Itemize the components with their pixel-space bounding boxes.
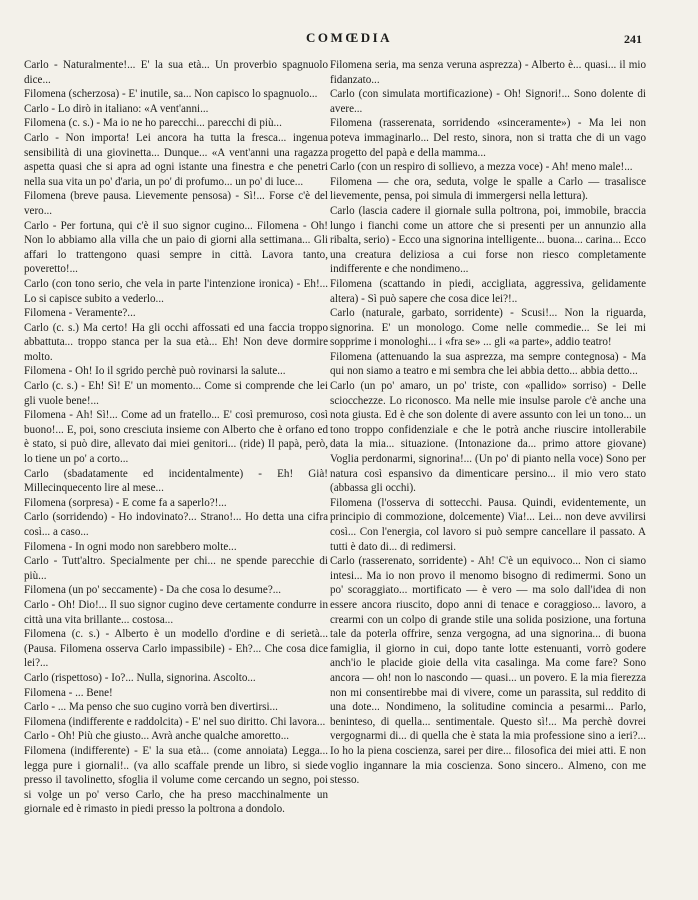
paragraph: Carlo (rispettoso) - Io?... Nulla, signorina. Ascolto... xyxy=(24,671,256,684)
journal-title: COMŒDIA xyxy=(305,30,393,45)
page-header xyxy=(0,30,698,50)
paragraph: Carlo (con tono serio, che vela in parte l'intenzione ironica) - Eh!... Lo si capisce subito a vederlo... xyxy=(24,277,328,305)
paragraph: Carlo - Per fortuna, qui c'è il suo signor cugino... Filomena - Oh! Non lo abbiamo alla villa che un paio di giorni alla settimana... Gli affari lo trattengono quasi sempre in città. Lavora tanto, poveretto!... xyxy=(24,219,328,276)
paragraph: Filomena (sorpresa) - E come fa a saperlo?!... xyxy=(24,496,227,509)
paragraph: Filomena (scattando in piedi, accigliata, aggressiva, gelidamente altera) - Sì può sapere che cosa dice lei?!.. xyxy=(330,277,646,305)
paragraph: Carlo (c. s.) Ma certo! Ha gli occhi affossati ed una faccia troppo abbattuta... troppo stanca per la sua età... Eh! Non deve dormire molto. xyxy=(24,321,328,363)
paragraph: Filomena - Ah! Sì!... Come ad un fratello... E' così premuroso, così buono!... E, poi, sono cresciuta insieme con Alberto che è orfano ed è stato, si può dire, allevato dai miei genitori... (ride) Il papà, però, lo tiene un po' a corto... xyxy=(24,409,328,466)
paragraph: Filomena (breve pausa. Lievemente pensosa) - Sì!... Forse c'è del vero... xyxy=(24,190,328,217)
paragraph: Filomena (un po' seccamente) - Da che cosa lo desume?... xyxy=(24,584,282,597)
paragraph: Carlo (naturale, garbato, sorridente) - Scusi!... Non la riguarda, signorina. E' un monologo. Come nelle commedie... Se lei mi sopprime i monologhi... i «fra se» ... gli «a parte», addio teatro! xyxy=(330,307,646,349)
left-column xyxy=(24,58,328,817)
paragraph: Filomena seria, ma senza veruna asprezza) - Alberto è... quasi... il mio fidanzato... xyxy=(330,59,646,86)
paragraph: Carlo (c. s.) - Eh! Sì! E' un momento... Come si comprende che lei gli vuole bene!... xyxy=(24,380,328,407)
paragraph: Filomena (rasserenata, sorridendo «sinceramente») - Ma lei non poteva immaginarlo... Del resto, sinora, non si tratta che di un vago progetto del papà e della mamma... xyxy=(330,117,646,159)
page-number: 241 xyxy=(624,32,642,46)
paragraph: Carlo (rasserenato, sorridente) - Ah! C'è un equivoco... Non ci siamo intesi... Ma io non provo il menomo bisogno di redimermi. Sono un po' scoraggiato... mortificato — è vero — ma solo dall'idea di non essere ancora riuscito, dopo anni di tenace e coraggioso... lavoro, a crearmi con un colpo di grande stile una solida posizione, una fortuna tale da poterla offrire, senza vergogna, ad una signorina... di buona famiglia, il giorno in cui, dopo tante lotte estenuanti, vorrò godere anch'io le placide gioie della vita casalinga. Ma come fare? Sono ancora — oh! non lo nascondo — quasi... un povero. E la mia fierezza non mi consentirebbe mai di vivere, come un parassita, sul reddito di una dote... Nondimeno, la solitudine comincia a pesarmi... Parlo, beninteso, di quella... sentimentale. Questo sì!... Ma perchè dovrei vergognarmi di... di quella che è stata la mia professione sino a ieri?... Io ho la piena coscienza, sarei per dire... filosofica dei miei atti. E non voglio ingannare la mia coscienza. Sono sincero.. Almeno, con me stesso. xyxy=(330,555,646,787)
paragraph: Filomena - ... Bene! xyxy=(24,686,113,699)
paragraph: Filomena (attenuando la sua asprezza, ma sempre contegnosa) - Ma qui non siamo a teatro e mi sembra che lei abbia detto... abbia detto... xyxy=(330,350,646,378)
paragraph: Carlo - Lo dirò in italiano: «A vent'anni... xyxy=(24,102,209,115)
paragraph: Carlo (sorridendo) - Ho indovinato?... Strano!... Ho detta una cifra così... a caso... xyxy=(24,511,328,538)
paragraph: Carlo - Oh! Dio!... Il suo signor cugino deve certamente condurre in città una vita brillante... costosa... xyxy=(24,598,328,626)
paragraph: Filomena (indifferente e raddolcita) - E' nel suo diritto. Chi lavora... xyxy=(24,715,326,728)
paragraph: Carlo - ... Ma penso che suo cugino vorrà ben divertirsi... xyxy=(24,701,278,714)
paragraph: Filomena - In ogni modo non sarebbero molte... xyxy=(24,540,237,553)
right-column xyxy=(330,58,646,788)
paragraph: Filomena (c. s.) - Alberto è un modello d'ordine e di serietà... (Pausa. Filomena osserva Carlo impassibile) - Eh?... Che cosa dice lei?... xyxy=(24,628,328,670)
paragraph: Carlo - Oh! Più che giusto... Avrà anche qualche amoretto... xyxy=(24,730,290,743)
paragraph: Carlo - Tutt'altro. Specialmente per chi... ne spende parecchie di più... xyxy=(24,555,328,582)
paragraph: Filomena — che ora, seduta, volge le spalle a Carlo — trasalisce lievemente, pensa, poi simula di immergersi nella lettura). xyxy=(330,175,646,203)
paragraph: Carlo (un po' amaro, un po' triste, con «pallido» sorriso) - Delle sciocchezze. Lo riconosco. Ma nelle mie insulse parole c'è anche una nota giusta. Ed è che son dolente di avere assunto con lei un tono... un tono troppo confidenziale e che le potrà anche riuscire intollerabile data la mia... situazione. (Intonazione da... primo attore giovane) Voglia perdonarmi, signorina!... (Un po' di pianto nella voce) Sono per natura così espansivo da dimenticare persino... il mio vero stato (abbassa gli occhi). xyxy=(330,380,646,495)
paragraph: Filomena (scherzosa) - E' inutile, sa... Non capisco lo spagnuolo... xyxy=(24,88,318,101)
paragraph: Filomena (indifferente) - E' la sua età... (come annoiata) Legga... legga pure i giornali!.. (va allo scaffale prende un libro, si siede presso il tavolinetto, sfoglia il volume come cercando un segno, poi si volge un po' verso Carlo, che ha preso macchinalmente un giornale ed è rimasto in piedi presso la poltrona a dondolo. xyxy=(24,744,328,816)
paragraph: Filomena - Oh! Io il sgrido perchè può rovinarsi la salute... xyxy=(24,365,286,378)
paragraph: Carlo - Naturalmente!... E' la sua età... Un proverbio spagnuolo dice... xyxy=(24,59,328,86)
paragraph: Carlo (con un respiro di sollievo, a mezza voce) - Ah! meno male!... xyxy=(330,161,633,174)
paragraph: Filomena - Veramente?... xyxy=(24,307,136,320)
paragraph: Filomena (c. s.) - Ma io ne ho parecchi... parecchi di più... xyxy=(24,117,282,130)
paragraph: Carlo (sbadatamente ed incidentalmente) - Eh! Già! Millecinquecento lire al mese... xyxy=(24,467,328,495)
paragraph: Carlo - Non importa! Lei ancora ha tutta la fresca... ingenua sensibilità di una giovinetta... Dunque... «A vent'anni una ragazza aspetta quasi che si apra ad ogni istante una finestra e che penetri nella sua vita un po' d'aria, un po' di profumo... un po' di luce... xyxy=(24,131,328,188)
paragraph: Carlo (con simulata mortificazione) - Oh! Signori!... Sono dolente di avere... xyxy=(330,88,646,115)
paragraph: Filomena (l'osserva di sottecchi. Pausa. Quindi, evidentemente, un principio di commozione, dolcemente) Via!... Lei... non deve avvilirsi così... Con l'energia, col lavoro si può sempre cancellare il passato. A tutti è dato di... di redimersi. xyxy=(330,496,646,553)
paragraph: Carlo (lascia cadere il giornale sulla poltrona, poi, immobile, braccia lungo i fianchi come un attore che si presenti per un annunzio alla ribalta, serio) - Ecco una signorina intelligente... buona... carina... Ecco una creatura deliziosa a cui forse non riesco completamente indifferente e che nondimeno... xyxy=(330,204,646,276)
